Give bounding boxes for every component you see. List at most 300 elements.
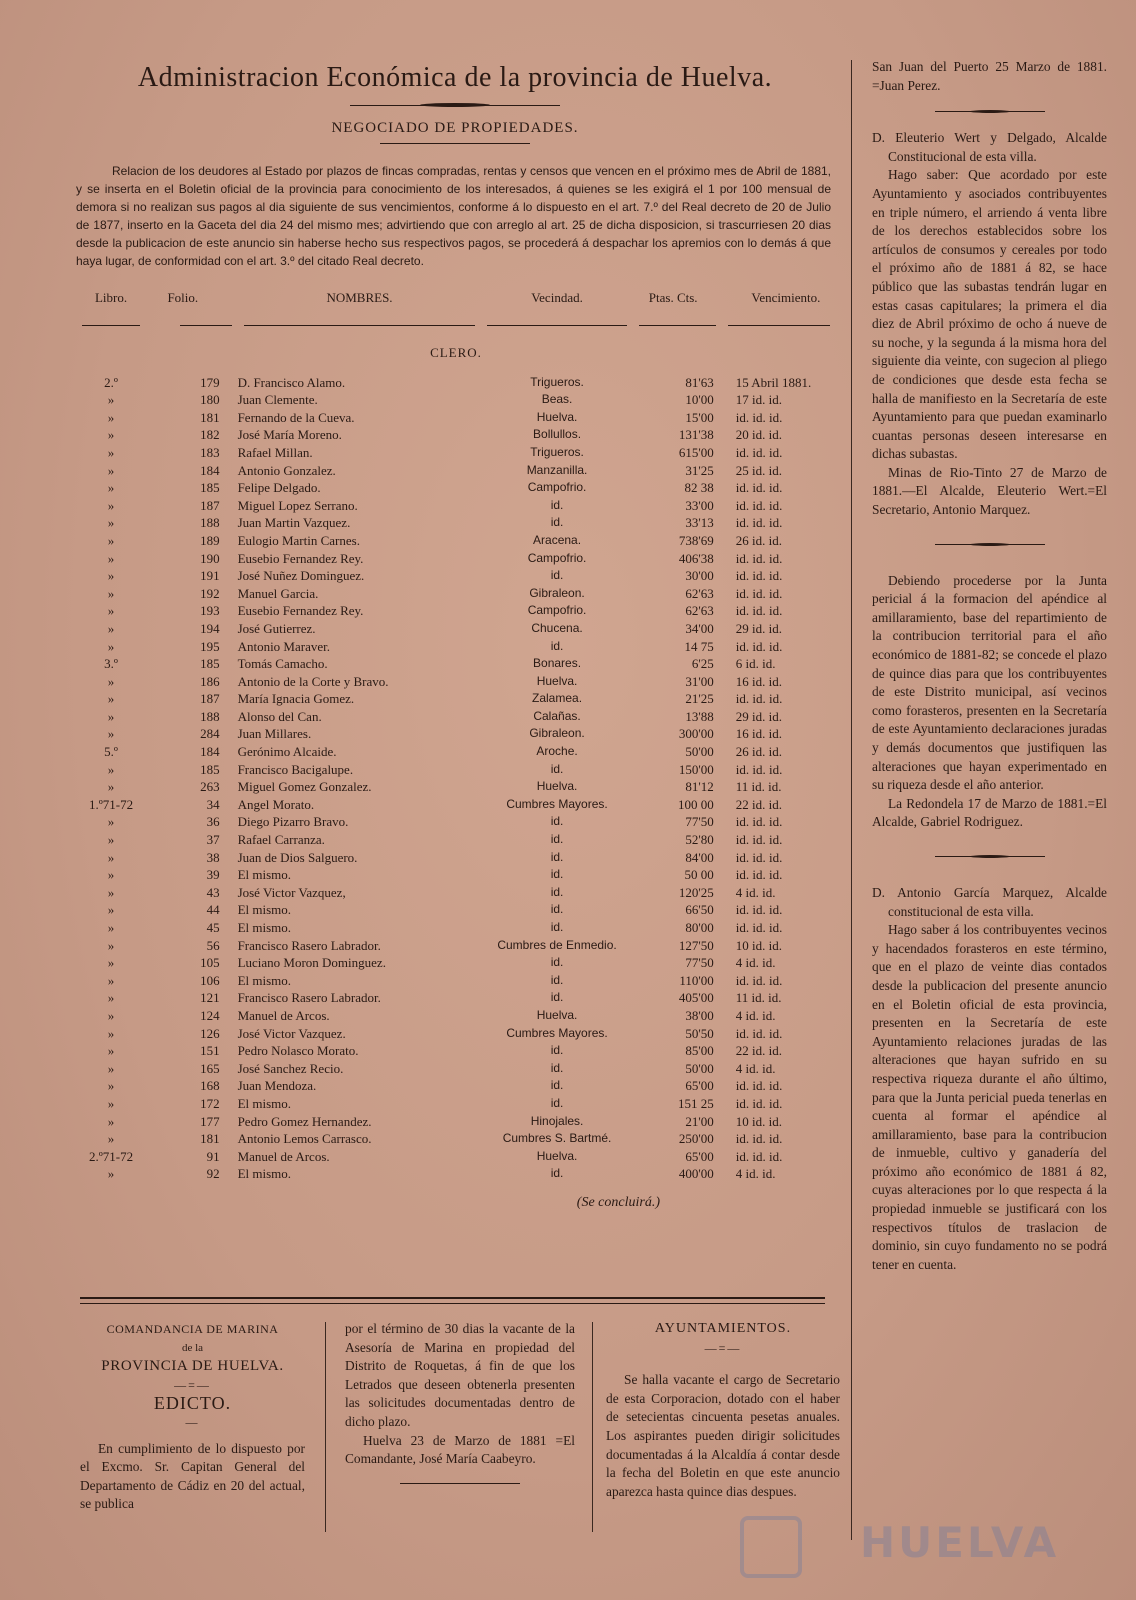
cell-pesetas: 738'69 <box>678 532 714 548</box>
cell-libro: » <box>107 726 115 742</box>
cell-vecindad: Bollullos. <box>533 427 582 442</box>
cell-vencimiento: 17 id. id. <box>735 392 782 408</box>
cell-pesetas: 81'63 <box>685 374 714 390</box>
cell-vecindad: Cumbres Mayores. <box>506 796 608 811</box>
cell-vecindad: id. <box>550 1166 564 1181</box>
cell-vencimiento: 4 id. id. <box>735 1166 776 1182</box>
cell-pesetas: 38'00 <box>685 1007 714 1023</box>
cell-nombre: Luciano Moron Dominguez. <box>237 955 386 971</box>
table-row <box>76 743 836 761</box>
cell-nombre: Juan Clemente. <box>237 392 318 408</box>
cell-folio: 194 <box>200 620 220 636</box>
cell-vencimiento: 16 id. id. <box>735 726 782 742</box>
cell-pesetas: 62'63 <box>685 585 714 601</box>
table-row <box>76 901 836 919</box>
cell-pesetas: 405'00 <box>678 990 714 1006</box>
cell-folio: 39 <box>206 867 220 883</box>
table-row <box>76 708 836 726</box>
table-row <box>76 638 836 656</box>
cell-vencimiento: 29 id. id. <box>735 620 782 636</box>
cell-vecindad: id. <box>550 920 564 934</box>
cell-libro: » <box>107 1095 115 1111</box>
table-row <box>76 1165 836 1183</box>
cell-nombre: José Sanchez Recio. <box>237 1060 344 1076</box>
cell-folio: 263 <box>200 779 220 795</box>
cell-vencimiento: 11 id. id. <box>735 779 782 795</box>
notice-signoff-1: San Juan del Puerto 25 Marzo de 1881. =Juan Perez. <box>872 59 1107 93</box>
cell-vencimiento: id. id. id. <box>735 497 783 513</box>
table-row <box>76 409 836 427</box>
cell-vencimiento: id. id. id. <box>735 1078 783 1094</box>
cell-libro: » <box>107 620 115 636</box>
cell-vecindad: Gibraleon. <box>529 585 585 600</box>
cell-pesetas: 50'50 <box>685 1025 714 1041</box>
cell-pesetas: 50'00 <box>685 744 714 760</box>
cell-folio: 187 <box>200 497 220 513</box>
cell-pesetas: 15'00 <box>685 409 714 425</box>
cell-nombre: D. Francisco Alamo. <box>237 374 346 390</box>
cell-pesetas: 81'12 <box>685 779 714 795</box>
header-rules <box>76 320 836 330</box>
cell-nombre: Miguel Lopez Serrano. <box>237 497 358 513</box>
cell-vecindad: Gibraleon. <box>529 726 585 741</box>
cell-vencimiento: 4 id. id. <box>735 884 776 900</box>
cell-vencimiento: 10 id. id. <box>735 937 782 953</box>
cell-libro: » <box>107 1043 115 1059</box>
cell-pesetas: 66'50 <box>685 902 714 918</box>
cell-libro: » <box>107 427 115 443</box>
cell-folio: 181 <box>200 1131 220 1147</box>
cell-folio: 126 <box>200 1025 220 1041</box>
cell-vencimiento: id. id. id. <box>735 444 783 460</box>
table-row <box>76 655 836 673</box>
cell-vencimiento: 26 id. id. <box>735 744 782 760</box>
cell-libro: » <box>107 515 115 531</box>
cell-folio: 56 <box>206 937 220 953</box>
cell-pesetas: 65'00 <box>685 1148 714 1164</box>
cell-folio: 193 <box>200 603 220 619</box>
cell-vecindad: Huelva. <box>536 1007 578 1022</box>
cell-vecindad: id. <box>550 955 564 970</box>
cell-libro: » <box>107 568 115 584</box>
cell-libro: » <box>107 1060 115 1076</box>
edicto-dash: — <box>185 1414 200 1429</box>
cell-pesetas: 14 75 <box>684 638 714 654</box>
table-row <box>76 989 836 1007</box>
cell-nombre: El mismo. <box>237 920 292 935</box>
cell-libro: » <box>107 1007 115 1023</box>
notice-4-body: Hago saber á los contribuyentes vecinos y hacendados forasteros en este término, que en el plazo de veinte dias contados desde la publicacion del presente anuncio en el Boletin oficial de esta provincia, presenten en la Secretaría de este Ayuntamiento relaciones juradas de las alteraciones que hayan sufrido en su respectiva riqueza durante el año último, para que la Junta pericial pueda tenerlas en cuenta al formar el apéndice al amillaramiento, base para la contribucion de inmueble, cultivo y ganadería del próximo año económico de 1881 á 82, cuyas alteraciones por lo que respecta á la propiedad inmueble se justificará con los respectivos títulos de traslacion de dominio, sin cuyo fundamento no se podrá tener en cuenta. <box>872 922 1107 1272</box>
cell-libro: » <box>107 550 115 566</box>
notice-2-heading: D. Eleuterio Wert y Delgado, Alcalde Constitucional de esta villa. <box>872 130 1107 164</box>
cell-nombre: Juan Martin Vazquez. <box>237 515 351 531</box>
table-row <box>76 532 836 550</box>
ayuntamientos-heading: AYUNTAMIENTOS. <box>654 1321 792 1336</box>
right-ornament-3 <box>935 854 1045 860</box>
cell-nombre: Eulogio Martin Carnes. <box>237 532 360 548</box>
cell-libro: » <box>107 972 115 988</box>
table-row <box>76 567 836 585</box>
cell-nombre: Tomás Camacho. <box>237 656 328 672</box>
ayuntamientos-dash: —=— <box>704 1340 742 1355</box>
table-row <box>76 849 836 867</box>
cell-vencimiento: id. id. id. <box>735 638 783 654</box>
cell-vencimiento: id. id. id. <box>735 902 783 918</box>
cell-libro: » <box>107 1025 115 1041</box>
cell-nombre: Eusebio Fernandez Rey. <box>237 603 364 619</box>
cell-libro: 2.º <box>104 374 118 390</box>
marina-heading: COMANDANCIA DE MARINA <box>106 1322 279 1336</box>
cell-libro: 1.º71-72 <box>88 796 134 812</box>
table-row <box>76 514 836 532</box>
cell-folio: 189 <box>200 532 220 548</box>
cell-libro: » <box>107 532 115 548</box>
cell-pesetas: 85'00 <box>685 1043 714 1059</box>
cell-vencimiento: id. id. id. <box>735 920 783 935</box>
cell-pesetas: 110'00 <box>679 972 714 988</box>
subtitle-rule <box>380 143 530 144</box>
cell-folio: 44 <box>206 902 220 918</box>
main-column <box>70 52 840 1211</box>
cell-nombre: Francisco Bacigalupe. <box>237 761 354 777</box>
cell-libro: » <box>107 832 115 848</box>
cell-libro: » <box>107 673 115 689</box>
cell-nombre: José Nuñez Dominguez. <box>237 568 365 584</box>
cell-libro: » <box>107 638 115 654</box>
cell-vencimiento: id. id. id. <box>735 761 783 777</box>
cell-libro: » <box>107 708 115 724</box>
cell-folio: 192 <box>200 585 220 601</box>
cell-vencimiento: id. id. id. <box>735 849 783 865</box>
cell-vencimiento: id. id. id. <box>735 515 783 531</box>
edicto-body: En cumplimiento de lo dispuesto por el Excmo. Sr. Capitan General del Departamento de Cádiz en 20 del actual, se publica <box>80 1440 305 1512</box>
cell-nombre: Diego Pizarro Bravo. <box>237 814 349 830</box>
cell-nombre: El mismo. <box>237 1166 292 1182</box>
cell-pesetas: 6'25 <box>691 656 714 672</box>
cell-nombre: Manuel Garcia. <box>237 585 319 601</box>
table-row <box>76 725 836 743</box>
cell-pesetas: 150'00 <box>678 761 714 777</box>
cell-folio: 36 <box>206 814 220 830</box>
cell-libro: » <box>107 779 115 795</box>
cell-pesetas: 13'88 <box>685 708 714 724</box>
cell-nombre: Eusebio Fernandez Rey. <box>237 550 364 566</box>
cell-folio: 45 <box>206 920 220 935</box>
cell-pesetas: 30'00 <box>685 568 714 584</box>
cell-nombre: Juan Mendoza. <box>237 1078 317 1094</box>
cell-pesetas: 77'50 <box>685 955 714 971</box>
cell-vecindad: id. <box>550 1078 564 1093</box>
cell-libro: » <box>107 955 115 971</box>
cell-vencimiento: id. id. id. <box>735 1025 783 1041</box>
cell-vecindad: id. <box>550 497 564 512</box>
cell-pesetas: 10'00 <box>685 392 714 408</box>
col-header-folio: Folio. <box>167 290 199 305</box>
cell-folio: 38 <box>206 849 220 865</box>
cell-vencimiento: 6 id. id. <box>735 656 776 672</box>
cell-vecindad: Manzanilla. <box>526 462 588 477</box>
cell-vencimiento: id. id. id. <box>735 1148 783 1164</box>
cell-vecindad: id. <box>550 972 564 987</box>
table-row <box>76 1113 836 1131</box>
col-header-nombres: NOMBRES. <box>326 290 393 305</box>
cell-pesetas: 80'00 <box>685 920 714 935</box>
cell-vecindad: id. <box>550 867 564 882</box>
cell-vencimiento: 4 id. id. <box>735 955 776 971</box>
section-heading: CLERO. <box>430 345 482 360</box>
section-subtitle: NEGOCIADO DE PROPIEDADES. <box>331 120 579 136</box>
cell-vecindad: Trigueros. <box>530 444 584 459</box>
cell-nombre: Juan Millares. <box>237 726 312 742</box>
cell-vecindad: Chucena. <box>531 620 583 635</box>
cell-vencimiento: 22 id. id. <box>735 1043 782 1059</box>
cell-vecindad: Huelva. <box>536 779 578 794</box>
cell-folio: 106 <box>200 972 220 988</box>
cell-vencimiento: id. id. id. <box>735 832 783 848</box>
cell-nombre: Pedro Gomez Hernandez. <box>237 1113 372 1129</box>
cell-libro: » <box>107 585 115 601</box>
table-header-row <box>76 290 836 320</box>
cell-vencimiento: 20 id. id. <box>735 427 782 443</box>
cell-vecindad: id. <box>550 515 564 530</box>
cell-vecindad: Campofrio. <box>527 603 587 618</box>
cell-libro: » <box>107 480 115 496</box>
cell-libro: » <box>107 902 115 918</box>
cell-vencimiento: id. id. id. <box>735 972 783 988</box>
cell-nombre: José Victor Vazquez, <box>237 884 346 900</box>
cell-nombre: Antonio de la Corte y Bravo. <box>237 673 389 689</box>
cell-nombre: El mismo. <box>237 867 292 883</box>
table-row <box>76 620 836 638</box>
cell-vencimiento: 11 id. id. <box>735 990 782 1006</box>
cell-vecindad: Huelva. <box>536 1148 578 1163</box>
table-row <box>76 391 836 409</box>
notice-3-signoff: La Redondela 17 de Marzo de 1881.=El Alcalde, Gabriel Rodriguez. <box>872 795 1107 830</box>
cell-folio: 187 <box>200 691 220 707</box>
cell-vencimiento: id. id. id. <box>735 814 783 830</box>
right-ornament-1 <box>935 109 1045 115</box>
cell-nombre: José María Moreno. <box>237 427 342 443</box>
cell-vecindad: Hinojales. <box>530 1113 584 1128</box>
cell-nombre: El mismo. <box>237 1095 292 1111</box>
table-row <box>76 374 836 392</box>
watermark-seal-icon <box>740 1516 802 1578</box>
cell-pesetas: 77'50 <box>685 814 714 830</box>
table-row <box>76 1025 836 1043</box>
cell-vencimiento: id. id. id. <box>735 691 783 707</box>
cell-folio: 180 <box>200 392 220 408</box>
cell-folio: 43 <box>206 884 220 900</box>
cell-vecindad: id. <box>550 814 564 829</box>
cell-pesetas: 21'00 <box>685 1113 714 1129</box>
cell-vecindad: id. <box>550 832 564 847</box>
notice-2-signoff: Minas de Rio-Tinto 27 de Marzo de 1881.—El Alcalde, Eleuterio Wert.=El Secretario, Antonio Marquez. <box>872 464 1107 518</box>
cell-vencimiento: 16 id. id. <box>735 673 782 689</box>
cell-vecindad: Cumbres de Enmedio. <box>497 937 617 952</box>
cell-vecindad: id. <box>550 761 564 776</box>
cell-folio: 191 <box>200 568 220 584</box>
cell-pesetas: 33'13 <box>685 515 714 531</box>
cell-vecindad: Zalamea. <box>532 691 583 706</box>
cell-folio: 92 <box>206 1166 220 1182</box>
table-row <box>76 1060 836 1078</box>
col-header-pesetas: Ptas. Cts. <box>648 290 698 305</box>
cell-vencimiento: 22 id. id. <box>735 796 782 812</box>
cell-pesetas: 100 00 <box>677 796 714 812</box>
cell-vencimiento: 29 id. id. <box>735 708 782 724</box>
cell-vencimiento: id. id. id. <box>735 409 783 425</box>
cell-folio: 151 <box>200 1043 220 1059</box>
cell-vencimiento: id. id. id. <box>735 1095 783 1111</box>
cell-folio: 177 <box>200 1113 220 1129</box>
cell-vecindad: id. <box>550 990 564 1005</box>
cell-nombre: Pedro Nolasco Morato. <box>237 1043 359 1059</box>
cell-vecindad: id. <box>550 568 564 583</box>
cell-folio: 188 <box>200 708 220 724</box>
cell-vecindad: id. <box>550 884 564 899</box>
cell-folio: 34 <box>206 796 220 812</box>
cell-pesetas: 615'00 <box>678 444 714 460</box>
cell-vecindad: Bonares. <box>533 656 582 671</box>
table-row <box>76 690 836 708</box>
cell-nombre: José Victor Vazquez. <box>237 1025 346 1041</box>
edicto-body-cont: por el término de 30 dias la vacante de la Asesoría de Marina en propiedad del Distrito de Roquetas, á fin de que los Letrados que deseen obtenerla presenten las solicitudes documentadas dentro de dicho plazo. <box>345 1321 575 1429</box>
cell-libro: » <box>107 392 115 408</box>
edicto-title: EDICTO. <box>153 1393 232 1414</box>
cell-pesetas: 65'00 <box>685 1078 714 1094</box>
cell-vencimiento: id. id. id. <box>735 480 783 496</box>
cell-libro: » <box>107 990 115 1006</box>
cell-nombre: Francisco Rasero Labrador. <box>237 990 381 1006</box>
cell-nombre: José Gutierrez. <box>237 620 316 636</box>
cell-folio: 183 <box>200 444 220 460</box>
cell-libro: » <box>107 1166 115 1182</box>
table-row <box>76 602 836 620</box>
notice-2-body: Hago saber: Que acordado por este Ayuntamiento y asociados contribuyentes en triple número, el arriendo á venta libre de los derechos establecidos sobre los artículos de consumos y cereales por todo el próximo año de 1881 á 82, se hace público que las subastas tendrán lugar en estas casas capitulares; la primera el dia diez de Abril próximo de ocho á nueve de su noche, y la segunda á la misma hora del siguiente dia veinte, con sugecion al pliego de condiciones que desde esta fecha se halla de manifiesto en la Secretaría de este Ayuntamiento para que puedan examinarlo cuantas personas deseen interesarse en dichas subastas. <box>872 167 1107 462</box>
cell-vecindad: Beas. <box>541 392 573 407</box>
cell-vecindad: id. <box>550 1060 564 1075</box>
cell-libro: 3.º <box>104 656 118 672</box>
cell-libro: » <box>107 849 115 865</box>
cell-vecindad: id. <box>550 902 564 917</box>
table-row <box>76 796 836 814</box>
cell-pesetas: 50'00 <box>685 1060 714 1076</box>
cell-pesetas: 34'00 <box>685 620 714 636</box>
table-row <box>76 1077 836 1095</box>
cell-pesetas: 84'00 <box>685 849 714 865</box>
right-column <box>872 58 1107 1274</box>
cell-nombre: El mismo. <box>237 972 292 988</box>
table-row <box>76 479 836 497</box>
cell-nombre: Rafael Carranza. <box>237 832 325 848</box>
marina-edict-continuation <box>345 1320 575 1484</box>
cell-vecindad: Huelva. <box>536 409 578 424</box>
cell-pesetas: 250'00 <box>678 1131 714 1147</box>
cell-libro: » <box>107 444 115 460</box>
table-row <box>76 673 836 691</box>
cell-vecindad: id. <box>550 849 564 864</box>
cell-vecindad: id. <box>550 638 564 653</box>
intro-paragraph: Relacion de los deudores al Estado por plazos de fincas compradas, rentas y censos que vencen en el próximo mes de Abril de 1881, y se inserta en el Boletin oficial de la provincia para conocimiento de los interesados, á quienes se les exigirá el 1 por 100 mensual de demora si no realizan sus pagos al dia siguiente de sus vencimientos, conforme á lo dispuesto en el art. 7.º del Real decreto de 20 de Julio de 1877, inserto en la Gaceta del dia 24 del mismo mes; advirtiendo que con arreglo al art. 25 de dicha disposicion, si trascurriesen 20 dias desde la publicacion de este anuncio sin haberse hecho sus respectivos pagos, se procederá á despachar los apremios con lo demás á que haya lugar, de conformidad con el art. 3.º del citado Real decreto. <box>76 164 831 268</box>
cell-folio: 91 <box>206 1148 220 1164</box>
cell-nombre: Manuel de Arcos. <box>237 1007 330 1023</box>
cell-libro: » <box>107 884 115 900</box>
cell-folio: 195 <box>200 638 220 654</box>
col-header-vencimiento: Vencimiento. <box>751 290 821 305</box>
notice-3-body: Debiendo procederse por la Junta pericial á la formacion del apéndice al amillaramiento, base del repartimiento de la contribucion territorial para el año económico de 1881-82; se concede el plazo de quince dias para que los contribuyentes de este Distrito municipal, así vecinos como forasteros, presenten en la Secretaría de este Ayuntamiento declaraciones juradas y demás documentos que justifiquen las alteraciones que hayan experimentado en su riqueza desde el año anterior. <box>872 572 1107 793</box>
column-divider <box>851 60 852 1540</box>
cell-pesetas: 82 38 <box>684 480 714 496</box>
cell-nombre: Antonio Lemos Carrasco. <box>237 1131 372 1147</box>
cell-vecindad: Campofrio. <box>527 550 587 565</box>
cell-vecindad: Huelva. <box>536 673 578 688</box>
table-row <box>76 937 836 955</box>
cell-nombre: Miguel Gomez Gonzalez. <box>237 779 372 795</box>
cell-folio: 124 <box>200 1007 220 1023</box>
cell-folio: 179 <box>200 374 220 390</box>
cell-folio: 185 <box>200 480 220 496</box>
cell-nombre: Antonio Maraver. <box>237 638 330 654</box>
cell-nombre: María Ignacia Gomez. <box>237 691 355 707</box>
table-row <box>76 444 836 462</box>
cell-vecindad: Trigueros. <box>530 374 584 389</box>
cell-vencimiento: id. id. id. <box>735 568 783 584</box>
cell-vencimiento: 26 id. id. <box>735 532 782 548</box>
table-row <box>76 919 836 937</box>
title-ornament <box>350 102 560 110</box>
table-row <box>76 761 836 779</box>
cell-folio: 165 <box>200 1060 220 1076</box>
marina-edict-column <box>80 1320 305 1514</box>
cell-vecindad: Campofrio. <box>527 480 587 495</box>
cell-folio: 172 <box>200 1095 220 1111</box>
ayuntamientos-body: Se halla vacante el cargo de Secretario de esta Corporacion, dotado con el haber de setecientas cincuenta pesetas anuales. Los aspirantes pueden dirigir solicitudes documentadas á la Alcaldía á contar desde la fecha del Boletin en que este anuncio aparezca hasta quince dias despues. <box>606 1372 840 1499</box>
archive-watermark <box>740 1512 1080 1576</box>
cell-libro: 2.º71-72 <box>88 1148 134 1164</box>
cell-nombre: Antonio Gonzalez. <box>237 462 336 478</box>
edicto-signoff: Huelva 23 de Marzo de 1881 =El Comandante, José María Caabeyro. <box>345 1432 575 1467</box>
table-row <box>76 497 836 515</box>
cell-folio: 184 <box>200 462 220 478</box>
cell-libro: » <box>107 1078 115 1094</box>
table-row <box>76 1095 836 1113</box>
notice-4-heading: D. Antonio García Marquez, Alcalde constitucional de esta villa. <box>872 884 1107 919</box>
cell-pesetas: 151 25 <box>677 1095 714 1111</box>
cell-nombre: Rafael Millan. <box>237 444 313 460</box>
cell-vecindad: Cumbres Mayores. <box>506 1025 608 1040</box>
cell-vecindad: id. <box>550 1043 564 1058</box>
cell-folio: 284 <box>200 726 220 742</box>
cell-pesetas: 33'00 <box>685 497 714 513</box>
cell-vecindad: Aracena. <box>533 532 582 547</box>
cell-folio: 185 <box>200 656 220 672</box>
table-row <box>76 778 836 796</box>
bottom-separator-rule <box>80 1297 825 1304</box>
right-ornament-2 <box>935 542 1045 548</box>
cell-libro: » <box>107 1131 115 1147</box>
cell-vencimiento: id. id. id. <box>735 550 783 566</box>
cell-nombre: Gerónimo Alcaide. <box>237 744 337 760</box>
cell-folio: 181 <box>200 409 220 425</box>
cell-pesetas: 50 00 <box>684 867 714 883</box>
cell-folio: 37 <box>206 832 220 848</box>
cell-libro: » <box>107 462 115 478</box>
cell-folio: 182 <box>200 427 220 443</box>
cell-vencimiento: 4 id. id. <box>735 1060 776 1076</box>
cell-pesetas: 406'38 <box>678 550 714 566</box>
col-header-libro: Libro. <box>94 290 128 305</box>
cell-libro: » <box>107 814 115 830</box>
